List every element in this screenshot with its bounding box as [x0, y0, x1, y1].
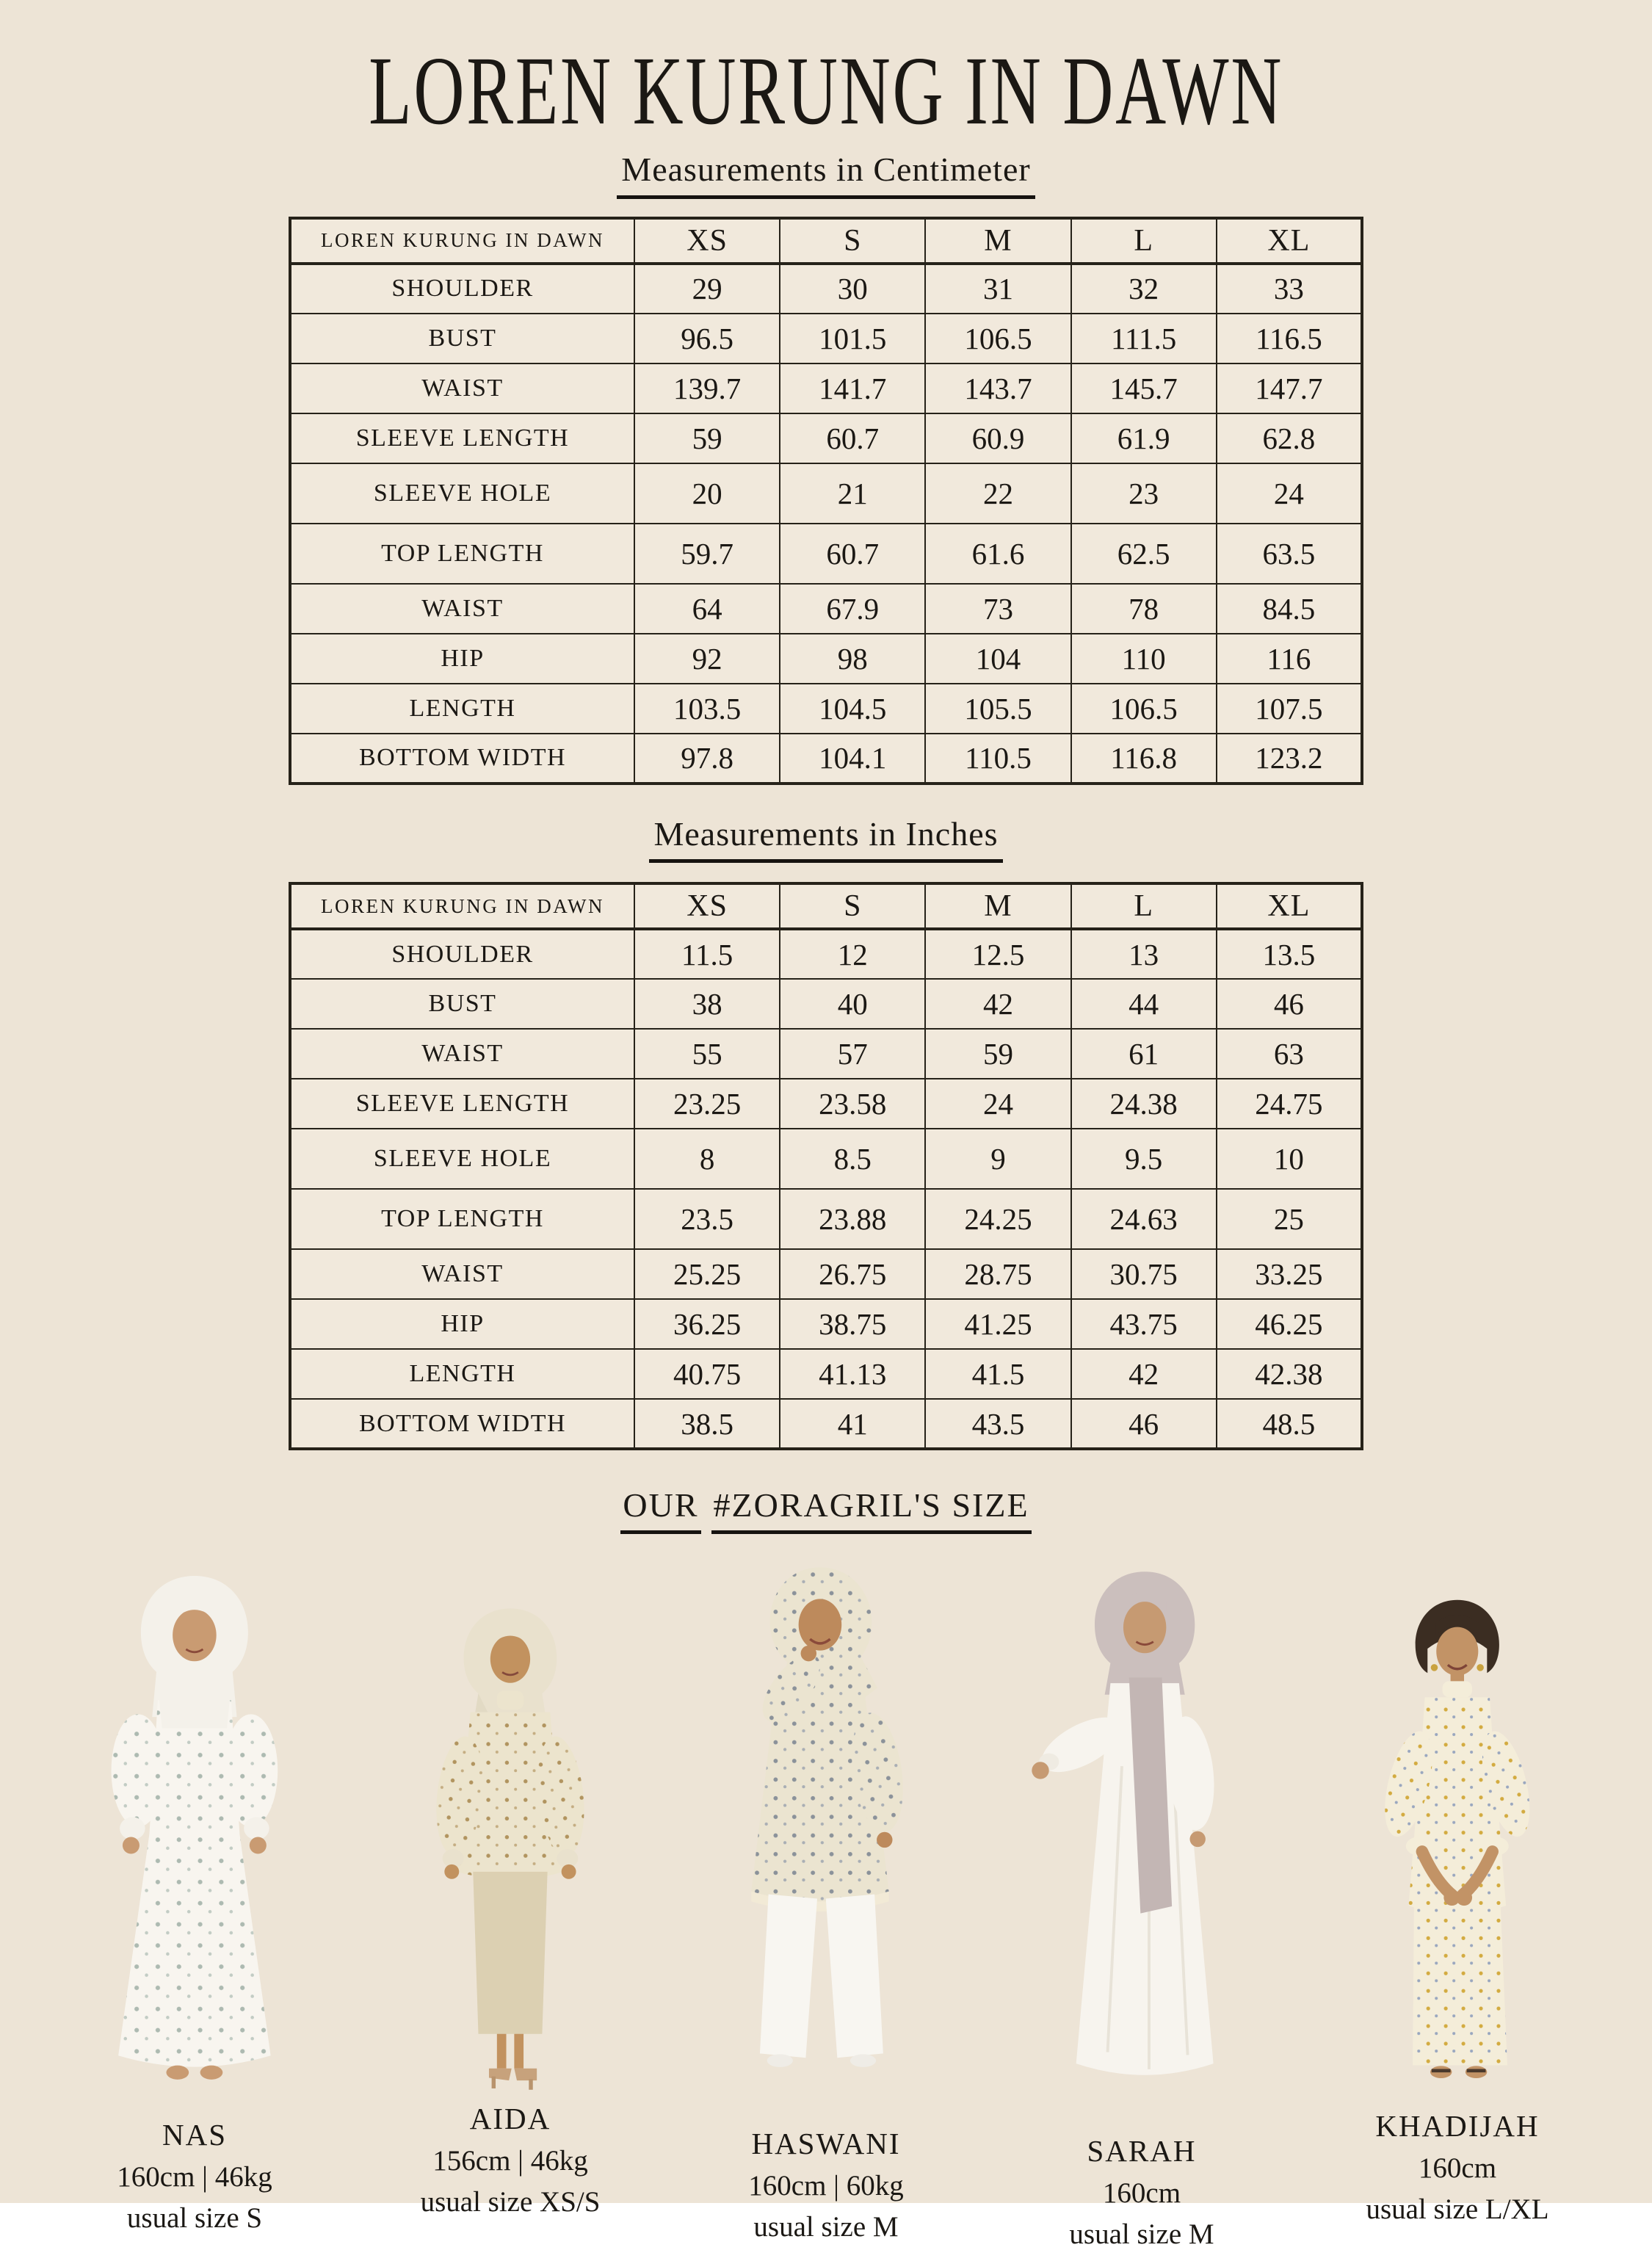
measurement-value: 36.25 [634, 1299, 780, 1349]
measurement-value: 40 [780, 979, 925, 1029]
measurement-value: 38 [634, 979, 780, 1029]
model-photo-haswani [668, 1550, 984, 2095]
model-usual-size: usual size M [1069, 2218, 1214, 2250]
table-corner-label: LOREN KURUNG IN DAWN [290, 883, 634, 929]
size-column-header: XL [1217, 883, 1362, 929]
model-captions-row [0, 2101, 1652, 2249]
measurement-value: 59.7 [634, 524, 780, 584]
measurement-value: 60.7 [780, 524, 925, 584]
measurement-value: 64 [634, 584, 780, 634]
measurement-value: 24.25 [925, 1189, 1070, 1249]
model-illustration-nas [68, 1559, 322, 2095]
measurement-value: 97.8 [634, 734, 780, 784]
measurement-value: 116.5 [1217, 314, 1362, 363]
measurement-row [290, 1029, 1362, 1079]
measurement-row [290, 1129, 1362, 1189]
measurement-row [290, 1189, 1362, 1249]
measurement-value: 40.75 [634, 1349, 780, 1399]
measurement-value: 116 [1217, 634, 1362, 684]
measurement-value: 106.5 [1071, 684, 1217, 734]
measurement-value: 101.5 [780, 314, 925, 363]
model-stats: 156cm | 46kg [432, 2144, 588, 2177]
measurement-value: 43.5 [925, 1399, 1070, 1449]
measurement-value: 111.5 [1071, 314, 1217, 363]
models-heading-word1: OUR [620, 1487, 700, 1534]
measurement-label: SLEEVE HOLE [290, 1129, 634, 1189]
measurement-label: SHOULDER [290, 929, 634, 979]
measurement-value: 9 [925, 1129, 1070, 1189]
measurement-value: 78 [1071, 584, 1217, 634]
measurement-value: 38.5 [634, 1399, 780, 1449]
model-name: NAS [162, 2117, 228, 2152]
measurement-value: 42.38 [1217, 1349, 1362, 1399]
measurement-value: 104.5 [780, 684, 925, 734]
measurement-label: WAIST [290, 1249, 634, 1299]
measurement-value: 23.25 [634, 1079, 780, 1129]
measurement-value: 25 [1217, 1189, 1362, 1249]
model-name: SARAH [1087, 2133, 1197, 2168]
measurement-value: 24.38 [1071, 1079, 1217, 1129]
measurement-value: 23.5 [634, 1189, 780, 1249]
measurement-value: 73 [925, 584, 1070, 634]
measurement-value: 8 [634, 1129, 780, 1189]
measurement-value: 32 [1071, 264, 1217, 314]
measurement-value: 139.7 [634, 363, 780, 413]
measurement-value: 10 [1217, 1129, 1362, 1189]
measurement-value: 12 [780, 929, 925, 979]
size-column-header: L [1071, 883, 1217, 929]
measurement-value: 55 [634, 1029, 780, 1079]
measurement-value: 61.9 [1071, 413, 1217, 463]
measurement-value: 46 [1217, 979, 1362, 1029]
measurement-label: LENGTH [290, 684, 634, 734]
models-heading-word2: #ZORAGRIL'S SIZE [711, 1487, 1032, 1534]
size-table-header-row [290, 883, 1362, 929]
measurement-value: 28.75 [925, 1249, 1070, 1299]
measurement-value: 61 [1071, 1029, 1217, 1079]
measurement-value: 147.7 [1217, 363, 1362, 413]
size-column-header: S [780, 883, 925, 929]
measurement-value: 31 [925, 264, 1070, 314]
measurement-label: TOP LENGTH [290, 524, 634, 584]
measurement-label: WAIST [290, 584, 634, 634]
inches-heading: Measurements in Inches [649, 816, 1002, 864]
measurement-value: 42 [1071, 1349, 1217, 1399]
measurement-value: 23.88 [780, 1189, 925, 1249]
measurement-value: 33.25 [1217, 1249, 1362, 1299]
size-column-header: S [780, 218, 925, 264]
measurement-label: SLEEVE LENGTH [290, 413, 634, 463]
model-caption-sarah [984, 2133, 1300, 2250]
measurement-value: 26.75 [780, 1249, 925, 1299]
measurement-row [290, 1349, 1362, 1399]
measurement-row [290, 1249, 1362, 1299]
measurement-value: 13 [1071, 929, 1217, 979]
measurement-value: 29 [634, 264, 780, 314]
model-name: HASWANI [751, 2126, 901, 2160]
measurement-value: 13.5 [1217, 929, 1362, 979]
measurements-table-cm [289, 217, 1363, 785]
model-stats: 160cm [1102, 2177, 1181, 2209]
measurement-value: 24.75 [1217, 1079, 1362, 1129]
measurement-value: 20 [634, 463, 780, 524]
measurement-value: 141.7 [780, 363, 925, 413]
measurement-value: 46 [1071, 1399, 1217, 1449]
measurement-label: SLEEVE HOLE [290, 463, 634, 524]
model-photo-nas [37, 1559, 352, 2095]
size-column-header: XS [634, 218, 780, 264]
measurement-value: 84.5 [1217, 584, 1362, 634]
model-photo-khadijah [1300, 1581, 1615, 2095]
inches-heading-wrap [0, 816, 1652, 864]
measurement-value: 43.75 [1071, 1299, 1217, 1349]
measurement-value: 12.5 [925, 929, 1070, 979]
model-stats: 160cm [1418, 2152, 1497, 2184]
model-caption-aida [352, 2101, 668, 2218]
measurement-value: 63 [1217, 1029, 1362, 1079]
measurement-row [290, 734, 1362, 784]
model-caption-haswani [668, 2126, 984, 2243]
measurement-value: 23 [1071, 463, 1217, 524]
measurement-value: 46.25 [1217, 1299, 1362, 1349]
measurement-value: 11.5 [634, 929, 780, 979]
model-name: KHADIJAH [1375, 2108, 1540, 2143]
measurement-row [290, 979, 1362, 1029]
measurement-value: 48.5 [1217, 1399, 1362, 1449]
size-column-header: M [925, 218, 1070, 264]
measurement-value: 116.8 [1071, 734, 1217, 784]
measurement-value: 106.5 [925, 314, 1070, 363]
measurement-label: WAIST [290, 1029, 634, 1079]
cm-heading: Measurements in Centimeter [617, 151, 1035, 199]
measurement-value: 42 [925, 979, 1070, 1029]
measurement-value: 104 [925, 634, 1070, 684]
measurement-value: 103.5 [634, 684, 780, 734]
measurement-value: 41.13 [780, 1349, 925, 1399]
measurement-value: 104.1 [780, 734, 925, 784]
measurement-value: 60.7 [780, 413, 925, 463]
model-usual-size: usual size S [126, 2202, 263, 2234]
measurement-value: 22 [925, 463, 1070, 524]
measurement-value: 24.63 [1071, 1189, 1217, 1249]
measurement-value: 62.5 [1071, 524, 1217, 584]
measurement-row [290, 1399, 1362, 1449]
measurement-value: 143.7 [925, 363, 1070, 413]
measurement-value: 33 [1217, 264, 1362, 314]
measurement-label: WAIST [290, 363, 634, 413]
measurement-value: 59 [925, 1029, 1070, 1079]
measurement-value: 38.75 [780, 1299, 925, 1349]
measurement-row [290, 634, 1362, 684]
measurement-value: 92 [634, 634, 780, 684]
page-title-wrap [0, 0, 1652, 145]
measurement-row [290, 929, 1362, 979]
measurement-value: 21 [780, 463, 925, 524]
size-column-header: XL [1217, 218, 1362, 264]
measurement-label: BUST [290, 979, 634, 1029]
measurement-label: LENGTH [290, 1349, 634, 1399]
model-photo-sarah [984, 1552, 1300, 2095]
measurement-value: 61.6 [925, 524, 1070, 584]
measurements-table-inches [289, 882, 1363, 1450]
measurement-value: 41.5 [925, 1349, 1070, 1399]
measurement-value: 63.5 [1217, 524, 1362, 584]
measurement-value: 23.58 [780, 1079, 925, 1129]
measurement-value: 25.25 [634, 1249, 780, 1299]
model-usual-size: usual size XS/S [420, 2185, 601, 2218]
size-table-header-row [290, 218, 1362, 264]
measurement-label: HIP [290, 1299, 634, 1349]
measurement-value: 24 [1217, 463, 1362, 524]
measurement-value: 30 [780, 264, 925, 314]
measurement-row [290, 463, 1362, 524]
measurement-value: 30.75 [1071, 1249, 1217, 1299]
model-illustration-khadijah [1336, 1581, 1579, 2095]
measurement-value: 96.5 [634, 314, 780, 363]
model-photo-aida [352, 1590, 668, 2095]
measurement-row [290, 684, 1362, 734]
size-column-header: XS [634, 883, 780, 929]
measurement-value: 41.25 [925, 1299, 1070, 1349]
measurement-row [290, 584, 1362, 634]
measurement-value: 145.7 [1071, 363, 1217, 413]
measurement-label: SHOULDER [290, 264, 634, 314]
measurement-value: 24 [925, 1079, 1070, 1129]
model-usual-size: usual size L/XL [1366, 2193, 1549, 2225]
measurement-value: 9.5 [1071, 1129, 1217, 1189]
measurement-row [290, 1299, 1362, 1349]
measurement-row [290, 1079, 1362, 1129]
measurement-value: 60.9 [925, 413, 1070, 463]
model-caption-nas [37, 2117, 352, 2234]
measurement-value: 107.5 [1217, 684, 1362, 734]
measurement-value: 41 [780, 1399, 925, 1449]
measurement-value: 59 [634, 413, 780, 463]
model-stats: 160cm | 60kg [748, 2169, 904, 2202]
measurement-row [290, 524, 1362, 584]
measurement-value: 8.5 [780, 1129, 925, 1189]
measurement-label: BOTTOM WIDTH [290, 1399, 634, 1449]
measurement-row [290, 314, 1362, 363]
measurement-value: 105.5 [925, 684, 1070, 734]
measurement-value: 98 [780, 634, 925, 684]
models-photo-row [0, 1550, 1652, 2095]
measurement-label: HIP [290, 634, 634, 684]
model-illustration-sarah [1013, 1552, 1271, 2095]
measurement-value: 67.9 [780, 584, 925, 634]
measurement-value: 62.8 [1217, 413, 1362, 463]
page-title: LOREN KURUNG IN DAWN [368, 37, 1284, 145]
measurement-label: TOP LENGTH [290, 1189, 634, 1249]
cm-heading-wrap [0, 151, 1652, 199]
measurement-label: BOTTOM WIDTH [290, 734, 634, 784]
model-stats: 160cm | 46kg [117, 2160, 272, 2193]
measurement-value: 57 [780, 1029, 925, 1079]
measurement-row [290, 363, 1362, 413]
size-column-header: M [925, 883, 1070, 929]
model-usual-size: usual size M [753, 2210, 899, 2243]
measurement-value: 110.5 [925, 734, 1070, 784]
measurement-label: SLEEVE LENGTH [290, 1079, 634, 1129]
measurement-value: 44 [1071, 979, 1217, 1029]
measurement-row [290, 413, 1362, 463]
measurement-value: 123.2 [1217, 734, 1362, 784]
measurement-label: BUST [290, 314, 634, 363]
measurement-row [290, 264, 1362, 314]
model-illustration-aida [391, 1590, 630, 2095]
measurement-value: 110 [1071, 634, 1217, 684]
models-heading [0, 1486, 1652, 1534]
table-corner-label: LOREN KURUNG IN DAWN [290, 218, 634, 264]
size-column-header: L [1071, 218, 1217, 264]
model-caption-khadijah [1300, 2108, 1615, 2225]
model-illustration-haswani [697, 1550, 954, 2095]
model-name: AIDA [469, 2101, 551, 2135]
